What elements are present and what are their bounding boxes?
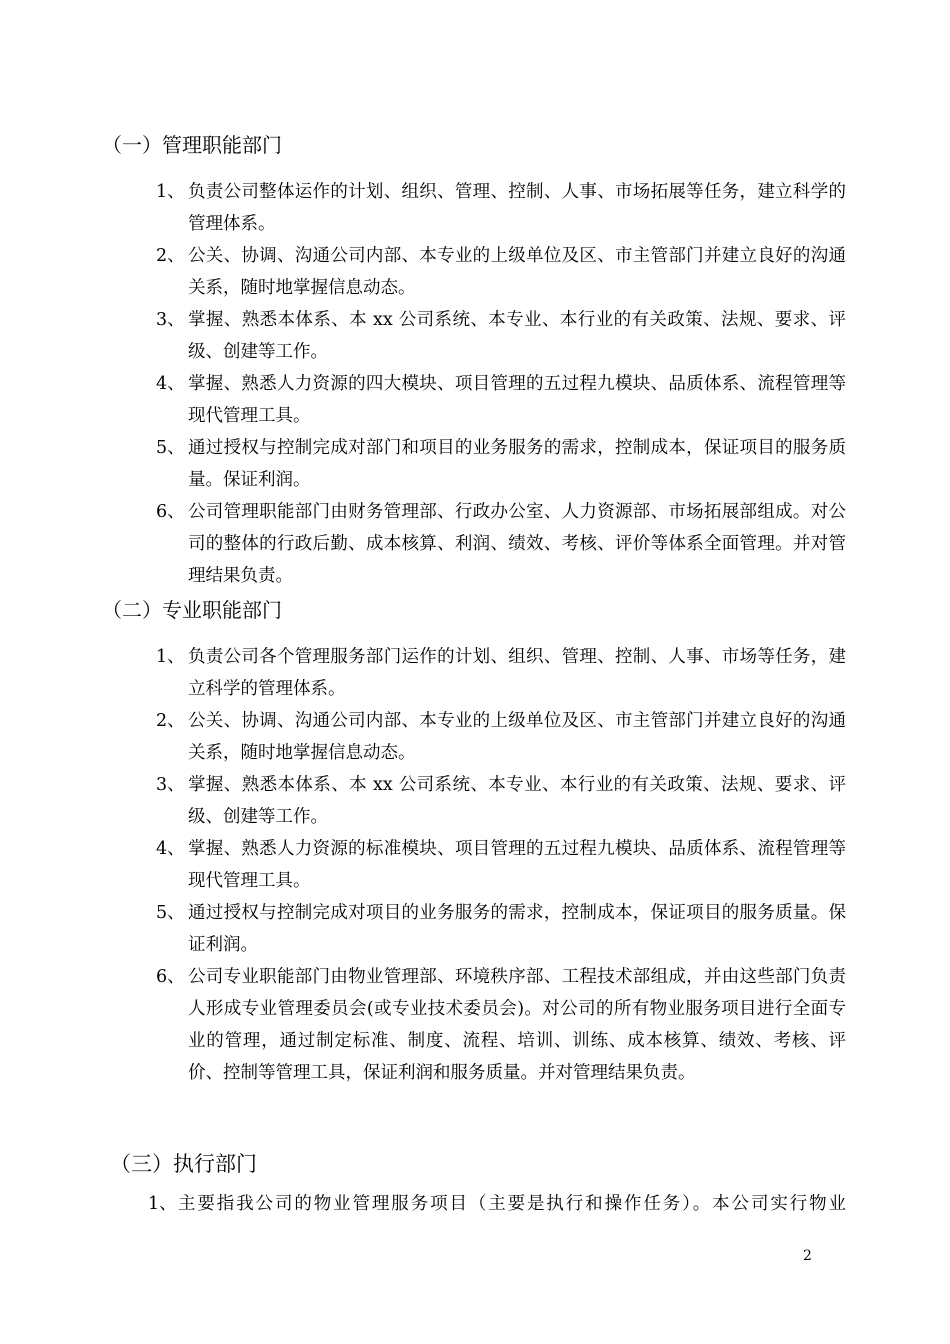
item-text: 公司管理职能部门由财务管理部、行政办公室、人力资源部、市场拓展部组成。对公司的整体的行政后勤、成本核算、利润、绩效、考核、评价等体系全面管理。并对管理结果负责。: [188, 502, 846, 586]
page-number: 2: [803, 1248, 812, 1264]
list-item: [156, 641, 846, 705]
item-text: 公关、协调、沟通公司内部、本专业的上级单位及区、市主管部门并建立良好的沟通关系，随时地掌握信息动态。: [188, 246, 846, 298]
item-text: 负责公司各个管理服务部门运作的计划、组织、管理、控制、人事、市场等任务，建立科学的管理体系。: [188, 647, 846, 699]
list-item: [156, 961, 846, 1089]
item-number: 4、: [156, 839, 185, 859]
item-text: 掌握、熟悉本体系、本 xx 公司系统、本专业、本行业的有关政策、法规、要求、评级、创建等工作。: [188, 775, 846, 827]
item-number: 4、: [156, 374, 185, 394]
item-number: 6、: [156, 502, 185, 522]
item-text: 掌握、熟悉人力资源的四大模块、项目管理的五过程九模块、品质体系、流程管理等现代管理工具。: [188, 374, 846, 426]
item-number: 1、: [156, 182, 185, 202]
item-number: 1、: [148, 1194, 177, 1214]
item-number: 6、: [156, 967, 185, 987]
item-number: 5、: [156, 438, 185, 458]
list-item: [156, 833, 846, 897]
list-item: [156, 240, 846, 304]
list-item: [156, 769, 846, 833]
list-item: [156, 432, 846, 496]
item-text: 通过授权与控制完成对项目的业务服务的需求，控制成本，保证项目的服务质量。保证利润。: [188, 903, 846, 955]
list-item: [156, 368, 846, 432]
item-text: 负责公司整体运作的计划、组织、管理、控制、人事、市场拓展等任务，建立科学的管理体系。: [188, 182, 846, 234]
list-item: [156, 496, 846, 592]
item-number: 2、: [156, 711, 185, 731]
item-number: 5、: [156, 903, 185, 923]
list-item: [156, 304, 846, 368]
section-heading-2: （二）专业职能部门: [102, 598, 282, 622]
list-item: [156, 897, 846, 961]
list-item: [156, 705, 846, 769]
item-number: 3、: [156, 775, 185, 795]
item-text: 公司专业职能部门由物业管理部、环境秩序部、工程技术部组成，并由这些部门负责人形成专业管理委员会(或专业技术委员会)。对公司的所有物业服务项目进行全面专业的管理，通过制定标准、制度、流程、培训、训练、成本核算、绩效、考核、评价、控制等管理工具，保证利润和服务质量。并对管理结果负责。: [188, 967, 846, 1083]
item-text: 掌握、熟悉人力资源的标准模块、项目管理的五过程九模块、品质体系、流程管理等现代管理工具。: [188, 839, 846, 891]
list-item: [156, 176, 846, 240]
item-number: 3、: [156, 310, 185, 330]
item-number: 2、: [156, 246, 185, 266]
section-heading-1: （一）管理职能部门: [102, 133, 282, 157]
item-text: 公关、协调、沟通公司内部、本专业的上级单位及区、市主管部门并建立良好的沟通关系，随时地掌握信息动态。: [188, 711, 846, 763]
item-text: 主要指我公司的物业管理服务项目（主要是执行和操作任务）。本公司实行物业: [178, 1194, 846, 1214]
item-text: 通过授权与控制完成对部门和项目的业务服务的需求，控制成本，保证项目的服务质量。保证利润。: [188, 438, 846, 490]
item-number: 1、: [156, 647, 185, 667]
item-text: 掌握、熟悉本体系、本 xx 公司系统、本专业、本行业的有关政策、法规、要求、评级、创建等工作。: [188, 310, 846, 362]
list-item: [148, 1188, 846, 1220]
section-heading-3: （三）执行部门: [110, 1152, 257, 1176]
